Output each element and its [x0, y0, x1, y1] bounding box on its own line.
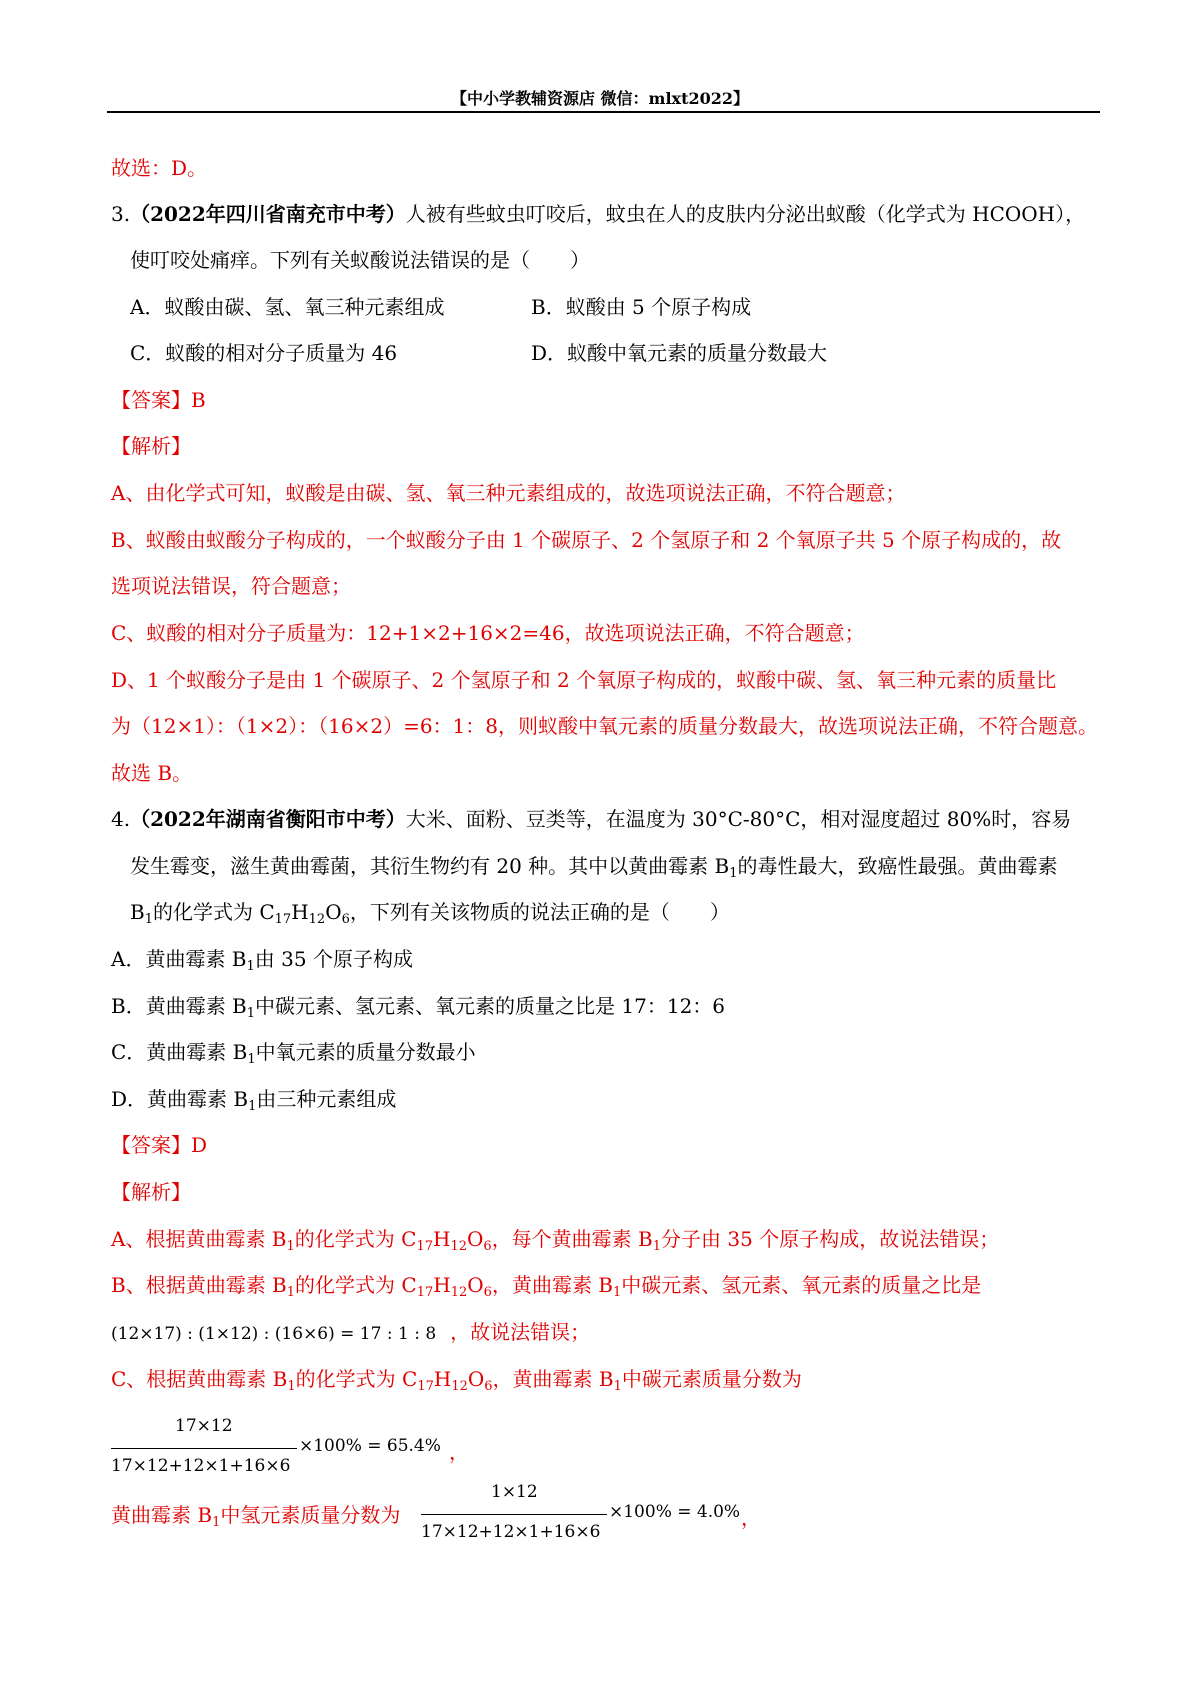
- text: 的化学式为 C: [295, 1367, 418, 1391]
- q4-opt-post: 中氧元素的质量分数最小: [255, 1040, 476, 1064]
- subscript: 1: [286, 1285, 296, 1300]
- subscript: 12: [308, 912, 326, 927]
- subscript: 6: [341, 912, 350, 927]
- q3-option-d: D．蚁酸中氧元素的质量分数最大: [531, 341, 828, 365]
- subscript: 1: [248, 1099, 257, 1114]
- q4-stem1: 大米、面粉、豆类等，在温度为 30°C-80°C，相对湿度超过 80%时，容易: [405, 807, 1072, 831]
- subscript: 1: [287, 1379, 296, 1394]
- q4-analysis-label: 【解析】: [111, 1180, 191, 1204]
- q3-option-b: B．蚁酸由 5 个原子构成: [531, 295, 752, 319]
- q3-answer-value: B: [191, 388, 206, 412]
- text: C、根据黄曲霉素 B: [111, 1367, 288, 1391]
- text: ，故说法错误；: [450, 1320, 591, 1344]
- hydrogen-fraction: [421, 1482, 781, 1552]
- subscript: 6: [483, 1285, 492, 1300]
- q4-opt-pre: B．黄曲霉素 B: [111, 994, 247, 1018]
- carbon-fraction: [111, 1416, 531, 1486]
- q4-opt-pre: C．黄曲霉素 B: [111, 1040, 248, 1064]
- q3-stem-line1: [111, 199, 1085, 229]
- subscript: 1: [652, 1239, 662, 1254]
- q4-analysis-h: [111, 1500, 400, 1530]
- subscript: 12: [450, 1285, 468, 1300]
- q4-stem2b: 的毒性最大，致癌性最强。黄曲霉素: [737, 854, 1058, 878]
- fraction-denominator: 17×12+12×1+16×6: [111, 1456, 291, 1476]
- subscript: 1: [246, 1006, 256, 1021]
- q4-stem3e: ，下列有关该物质的说法正确的是（ ）: [349, 900, 730, 924]
- text: O: [467, 1227, 484, 1251]
- text: H: [433, 1367, 452, 1391]
- q3-analysis-line: 为（12×1）：（1×2）：（16×2）=6：1：8，则蚁酸中氧元素的质量分数最大，故选项说法正确，不符合题意。: [111, 714, 1099, 738]
- subscript: 17: [416, 1285, 434, 1300]
- q4-opt-pre: D．黄曲霉素 B: [111, 1087, 249, 1111]
- q4-source: （2022年湖南省衡阳市中考）: [130, 807, 406, 831]
- fraction-bar: [111, 1448, 297, 1449]
- q4-option-a: [111, 944, 413, 974]
- q4-stem3d: O: [325, 900, 342, 924]
- text: 的化学式为 C: [294, 1227, 417, 1251]
- q4-stem2a: 发生霉变，滋生黄曲霉菌，其衍生物约有 20 种。其中以黄曲霉素 B: [130, 854, 730, 878]
- q4-opt-post: 中碳元素、氢元素、氧元素的质量之比是 17：12：6: [255, 994, 726, 1018]
- text: A、根据黄曲霉素 B: [111, 1227, 287, 1251]
- q4-answer: [111, 1130, 207, 1160]
- subscript: 1: [246, 959, 255, 974]
- text: 中碳元素、氢元素、氧元素的质量之比是: [621, 1273, 982, 1297]
- subscript: 12: [450, 1239, 467, 1254]
- subscript: 12: [451, 1379, 468, 1394]
- text: O: [467, 1273, 484, 1297]
- text: 中氢元素质量分数为: [220, 1503, 401, 1527]
- subscript: 1: [613, 1379, 622, 1394]
- q3-stem-line2: 使叮咬处痛痒。下列有关蚁酸说法错误的是（ ）: [130, 248, 590, 272]
- q4-analysis-a: [111, 1224, 999, 1254]
- text: H: [433, 1227, 451, 1251]
- q4-answer-label: 【答案】: [111, 1133, 191, 1157]
- q3-stem1: 人被有些蚊虫叮咬后，蚊虫在人的皮肤内分泌出蚁酸（化学式为 HCOOH），: [405, 202, 1086, 226]
- subscript: 1: [144, 912, 153, 927]
- text: ，: [449, 1440, 469, 1464]
- text: O: [467, 1367, 485, 1391]
- fraction-numerator: 1×12: [491, 1482, 538, 1502]
- text: H: [433, 1273, 451, 1297]
- q4-opt-post: 由三种元素组成: [256, 1087, 397, 1111]
- q4-opt-pre: A．黄曲霉素 B: [111, 947, 247, 971]
- q3-analysis-line: D、1 个蚁酸分子是由 1 个碳原子、2 个氢原子和 2 个氧原子构成的，蚁酸中碳、氢、氧三种元素的质量比: [111, 668, 1057, 692]
- fraction-result: ×100% = 65.4%: [299, 1436, 441, 1456]
- subscript: 17: [274, 912, 292, 927]
- fraction-result: ×100% = 4.0%: [609, 1502, 741, 1522]
- prev-conclusion: 故选：D。: [111, 156, 208, 180]
- q4-number: 4.: [111, 807, 131, 831]
- q4-analysis-b-math: [111, 1317, 590, 1349]
- fraction-denominator: 17×12+12×1+16×6: [421, 1522, 601, 1542]
- subscript: 17: [417, 1379, 434, 1394]
- q3-analysis-line: 故选 B。: [111, 761, 193, 785]
- q3-number: 3.: [111, 202, 131, 226]
- q4-analysis-c: [111, 1364, 802, 1394]
- q3-analysis-line: C、蚁酸的相对分子质量为：12+1×2+16×2=46，故选项说法正确，不符合题意；: [111, 621, 865, 645]
- q3-answer-label: 【答案】: [111, 388, 191, 412]
- q4-stem-line2: [130, 851, 1058, 881]
- q4-analysis-b: [111, 1270, 981, 1300]
- q4-stem-line1: [111, 804, 1071, 834]
- q4-opt-post: 由 35 个原子构成: [254, 947, 413, 971]
- q4-option-c: [111, 1037, 476, 1067]
- q3-option-c: C．蚁酸的相对分子质量为 46: [130, 341, 398, 365]
- subscript: 17: [416, 1239, 433, 1254]
- text: 黄曲霉素 B: [111, 1503, 213, 1527]
- q3-source: （2022年四川省南充市中考）: [130, 202, 406, 226]
- text: ，黄曲霉素 B: [492, 1367, 614, 1391]
- text: 中碳元素质量分数为: [621, 1367, 802, 1391]
- subscript: 1: [729, 866, 738, 881]
- subscript: 1: [613, 1285, 622, 1300]
- subscript: 1: [247, 1052, 256, 1067]
- ratio-equation: (12×17) : (1×12) : (16×6) = 17 : 1 : 8: [111, 1324, 437, 1344]
- subscript: 1: [286, 1239, 295, 1254]
- q3-analysis-line: 选项说法错误，符合题意；: [111, 574, 351, 598]
- text: 分子由 35 个原子构成，故说法错误；: [661, 1227, 1000, 1251]
- header-rule: [107, 111, 1100, 113]
- q3-analysis-label: 【解析】: [111, 434, 191, 458]
- q4-option-b: [111, 991, 725, 1021]
- q3-analysis-line: A、由化学式可知，蚁酸是由碳、氢、氧三种元素组成的，故选项说法正确，不符合题意；: [111, 481, 906, 505]
- subscript: 6: [483, 1239, 492, 1254]
- q3-answer: [111, 385, 206, 415]
- subscript: 1: [212, 1515, 221, 1530]
- text: ，黄曲霉素 B: [491, 1273, 614, 1297]
- fraction-bar: [421, 1514, 607, 1515]
- q4-answer-value: D: [191, 1133, 208, 1157]
- page-header: 【中小学教辅资源店 微信：mlxt2022】: [450, 89, 750, 108]
- subscript: 6: [484, 1379, 493, 1394]
- q4-stem3a: B: [130, 900, 145, 924]
- text: B、根据黄曲霉素 B: [111, 1273, 287, 1297]
- q4-stem3b: 的化学式为 C: [152, 900, 275, 924]
- q3-analysis-line: B、蚁酸由蚁酸分子构成的，一个蚁酸分子由 1 个碳原子、2 个氢原子和 2 个氧原子共 5 个原子构成的，故: [111, 528, 1062, 552]
- fraction-numerator: 17×12: [175, 1416, 233, 1436]
- q4-stem-line3: [130, 897, 730, 927]
- q4-option-d: [111, 1084, 396, 1114]
- text: 的化学式为 C: [295, 1273, 417, 1297]
- text: ，: [741, 1506, 761, 1530]
- q3-option-a: A．蚁酸由碳、氢、氧三种元素组成: [130, 295, 445, 319]
- text: ，每个黄曲霉素 B: [491, 1227, 653, 1251]
- q4-stem3c: H: [291, 900, 309, 924]
